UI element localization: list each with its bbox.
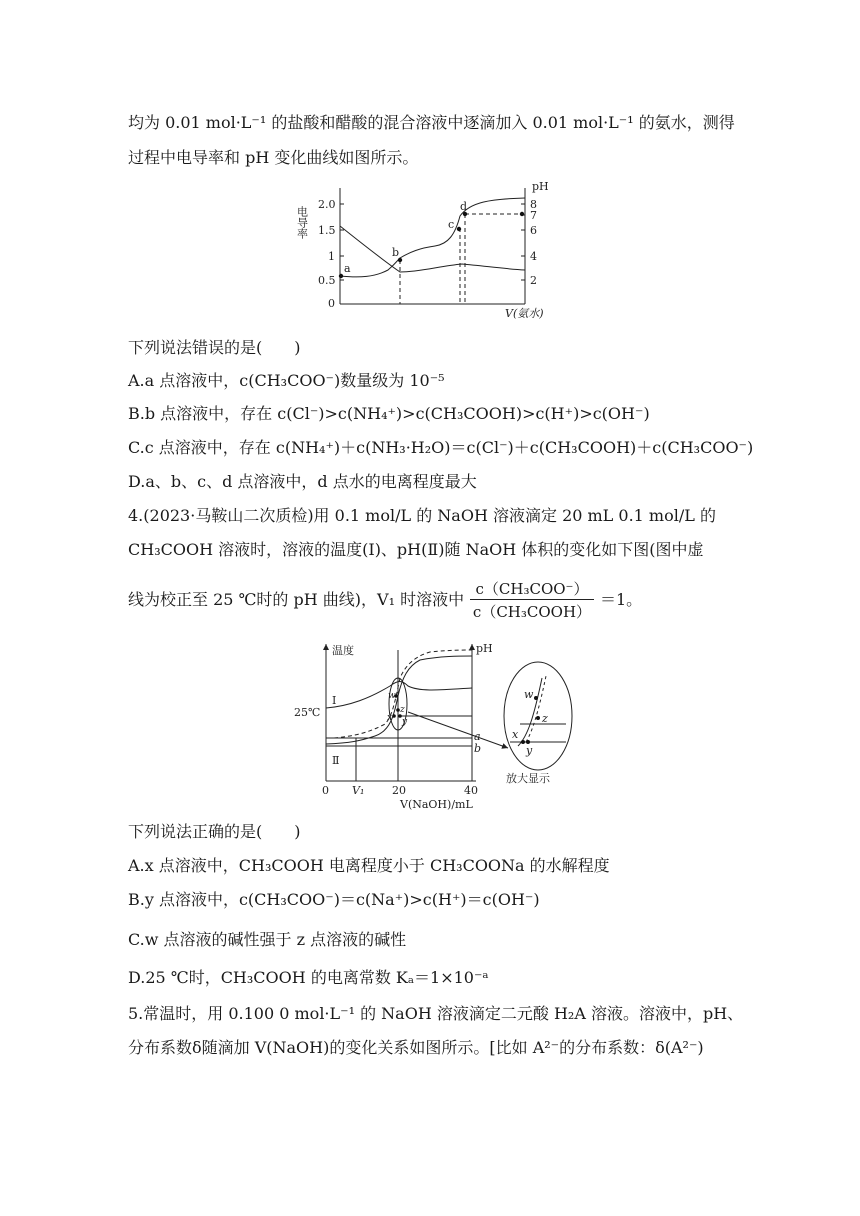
zoom-caption: 放大显示	[506, 772, 550, 785]
figure-2-titration-chart	[290, 636, 610, 811]
fig1-point-d: d	[460, 200, 468, 213]
fig1-point-c: c	[448, 218, 455, 231]
q3-stem: 下列说法错误的是( )	[128, 338, 301, 357]
q3-option-d: D.a、b、c、d 点溶液中，d 点水的电离程度最大	[128, 472, 477, 491]
q4-line-1: 4.(2023·马鞍山二次质检)用 0.1 mol/L 的 NaOH 溶液滴定 20 mL 0.1 mol/L 的	[128, 506, 716, 525]
zoom-point-w: w	[524, 688, 534, 701]
fig1-tick-left-0: 2.0	[318, 198, 336, 211]
zoom-point-x: x	[512, 728, 519, 741]
fig2-point-y: y	[402, 717, 408, 727]
fig2-x-tick-0: 0	[322, 784, 329, 797]
fig2-x-tick-40: 40	[464, 784, 478, 797]
fig2-right-label-b: b	[474, 742, 482, 755]
fig1-tick-right-2: 6	[530, 224, 537, 237]
fig1-tick-right-3: 4	[530, 250, 537, 263]
q4-fraction	[470, 578, 594, 621]
q4-fraction-numerator: c（CH₃COO⁻）	[475, 580, 589, 598]
fig1-point-a: a	[344, 262, 351, 275]
fig2-y-left-label: 温度	[332, 644, 354, 657]
zoom-point-y: y	[526, 744, 533, 757]
q3-option-b: B.b 点溶液中，存在 c(Cl⁻)>c(NH₄⁺)>c(CH₃COOH)>c(H⁺)>c(OH⁻)	[128, 404, 650, 423]
fig2-temp-label: 25℃	[294, 706, 321, 719]
fig2-x-tick-v1: V₁	[352, 784, 365, 797]
fig2-x-label: V(NaOH)/mL	[400, 798, 473, 811]
ph-curve	[340, 198, 525, 277]
fig1-y-left-label: 电导率	[295, 206, 309, 239]
fig1-tick-left-3: 0.5	[318, 274, 336, 287]
fig1-tick-left-1: 1.5	[318, 224, 336, 237]
q3-option-c: C.c 点溶液中，存在 c(NH₄⁺)＋c(NH₃·H₂O)＝c(Cl⁻)＋c(CH₃COOH)＋c(CH₃COO⁻)	[128, 438, 754, 457]
fig1-point-b: b	[392, 246, 400, 259]
intro-line-2: 过程中电导率和 pH 变化曲线如图所示。	[128, 148, 419, 167]
fig2-point-w: w	[388, 691, 396, 701]
ph-curve-II	[326, 656, 472, 744]
fig2-y-right-label: pH	[476, 642, 493, 655]
fig2-point-x: x	[387, 713, 393, 723]
fig2-x-tick-20: 20	[392, 784, 406, 797]
figure-1-conductivity-ph-chart	[295, 180, 560, 320]
q4-option-c: C.w 点溶液的碱性强于 z 点溶液的碱性	[128, 930, 407, 949]
fig2-curve-I-label: Ⅰ	[332, 694, 337, 707]
fig1-y-right-label: pH	[532, 180, 549, 193]
q5-line-2: 分布系数δ随滴加 V(NaOH)的变化关系如图所示。[比如 A²⁻的分布系数：δ(A²⁻)	[128, 1038, 704, 1057]
fig1-tick-left-2: 1	[328, 250, 335, 263]
fig1-tick-right-4: 2	[530, 274, 537, 287]
q4-line-2: CH₃COOH 溶液时，溶液的温度(Ⅰ)、pH(Ⅱ)随 NaOH 体积的变化如下图(图中虚	[128, 540, 704, 559]
q4-stem: 下列说法正确的是( )	[128, 822, 301, 841]
q4-option-d: D.25 ℃时，CH₃COOH 的电离常数 Kₐ＝1×10⁻ᵃ	[128, 968, 489, 987]
fig1-tick-right-0: 8	[530, 198, 537, 211]
q4-line-3a: 线为校正至 25 ℃时的 pH 曲线)，V₁ 时溶液中	[128, 590, 465, 609]
q4-fraction-denominator: c（CH₃COOH）	[472, 603, 592, 621]
fig2-point-z: z	[400, 705, 405, 715]
q4-line-3b: ＝1。	[600, 590, 643, 609]
zoom-point-z: z	[542, 712, 548, 725]
fig1-tick-left-4: 0	[328, 297, 335, 310]
fig2-curve-II-label: Ⅱ	[332, 754, 340, 767]
fig2-right-label-a: a	[474, 730, 481, 743]
fig1-tick-right-1: 7	[530, 209, 537, 222]
q3-option-a: A.a 点溶液中，c(CH₃COO⁻)数量级为 10⁻⁵	[128, 371, 445, 390]
fig1-x-label: V(氨水)	[505, 307, 544, 320]
intro-line-1: 均为 0.01 mol·L⁻¹ 的盐酸和醋酸的混合溶液中逐滴加入 0.01 mol·L⁻¹ 的氨水，测得	[128, 113, 735, 132]
q4-option-a: A.x 点溶液中，CH₃COOH 电离程度小于 CH₃COONa 的水解程度	[128, 856, 610, 875]
fraction-bar	[470, 599, 594, 600]
q4-option-b: B.y 点溶液中，c(CH₃COO⁻)＝c(Na⁺)>c(H⁺)＝c(OH⁻)	[128, 890, 540, 909]
q5-line-1: 5.常温时，用 0.100 0 mol·L⁻¹ 的 NaOH 溶液滴定二元酸 H₂A 溶液。溶液中，pH、	[128, 1004, 744, 1023]
conductivity-curve	[340, 226, 525, 272]
temperature-curve-I	[326, 682, 472, 709]
